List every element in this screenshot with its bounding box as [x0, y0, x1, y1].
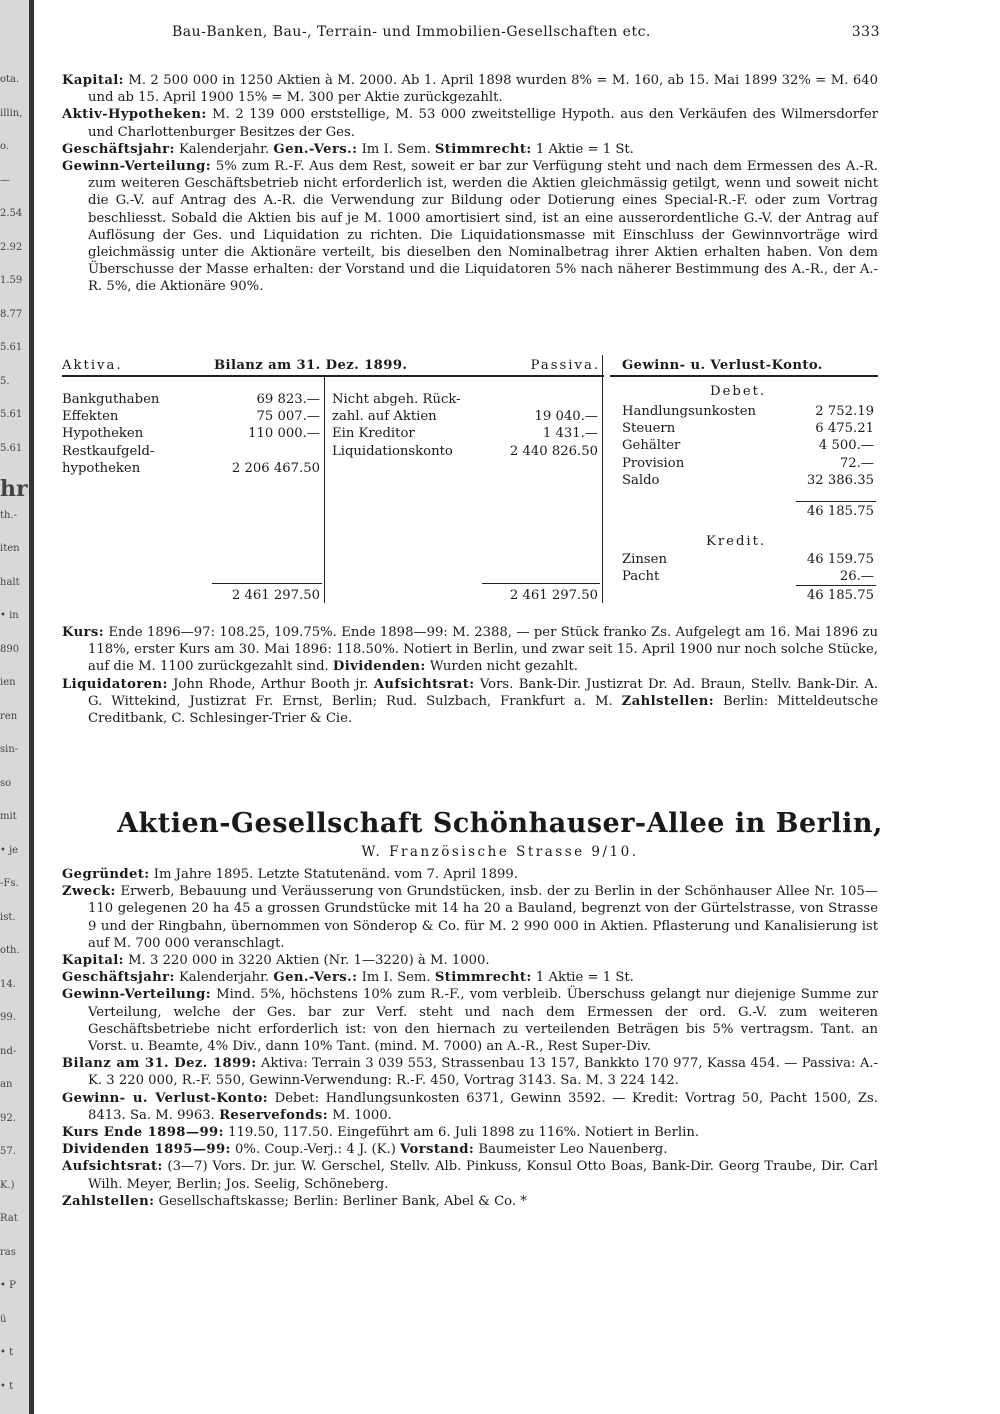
margin-fragment: mit [0, 811, 17, 822]
table-row-label: Restkaufgeld- [62, 443, 155, 459]
margin-fragment: ien [0, 677, 16, 688]
geschaeftsjahr2-paragraph: Geschäftsjahr: Kalenderjahr. Gen.-Vers.: Im I. Sem. Stimmrecht: 1 Aktie = 1 St. [62, 970, 634, 986]
table-row-value: 2 752.19 [815, 404, 874, 419]
margin-fragment: — [0, 174, 10, 186]
company-address: W. Französische Strasse 9/10. [361, 844, 639, 860]
table-row-value: 75 007.— [256, 409, 320, 425]
kredit-total: 46 185.75 [806, 588, 874, 603]
table-row-value: 110 000.— [248, 426, 320, 442]
gewinn-verlust-table [610, 355, 878, 603]
margin-fragment: 5.61 [0, 342, 23, 353]
margin-fragment: • in [0, 610, 19, 621]
table-row-label: Hypotheken [62, 426, 144, 442]
table-row-value: 26.— [839, 569, 874, 585]
gewinn-verteilung-paragraph: Gewinn-Verteilung: 5% zum R.-F. Aus dem Rest, soweit er bar zur Verfügung steht und nach dem Ermessen des A.-R. zum weiteren Geschäftsbetrieb nicht erforderlich ist, werden die Aktien gleichmässig getilgt, wenn und soweit nicht die G.-V. auf Antrag des A.-R. die Verwendung zur Bildung oder Dotierung eines Special-R.-F. oder zum Vortrag beschliesst. Sobald die Aktien bis auf je M. 1000 amortisiert sind, ist an eine ausserordentliche G.-V. der Antrag auf Auflösung der Ges. und Liquidation zu richten. Die Liquidationsmasse mit Einschluss der Gewinnvorträge wird gleichmässig unter die Aktionäre verteilt, bis dieselben den Nominalbetrag ihrer Aktien erhalten haben. Von dem Überschusse der Masse erhalten: der Vorstand und die Liquidatoren 5% nach näherer Bestimmung des A.-R., der A.-R. 5%, die Aktionäre 90%. [62, 159, 878, 295]
margin-fragment: th.- [0, 509, 18, 521]
margin-fragment: 14. [0, 978, 16, 990]
table-row-label: Liquidationskonto [332, 443, 453, 459]
table-row-label: Ein Kreditor [332, 426, 415, 442]
kurs2-paragraph: Kurs Ende 1898—99: 119.50, 117.50. Eingeführt am 6. Juli 1898 zu 116%. Notiert in Berlin. [62, 1125, 700, 1141]
margin-fragment: 5.61 [0, 442, 23, 454]
aktiv-hypotheken-paragraph: Aktiv-Hypotheken: M. 2 139 000 erststellige, M. 53 000 zweitstellige Hypoth. aus den Verkäufen des Wilmersdorfer und Charlottenburger Besitzes der Ges. [62, 107, 878, 140]
kurs-paragraph: Kurs: Ende 1896—97: 108.25, 109.75%. Ende 1898—99: M. 2388, — per Stück franko Zs. Aufgelegt am 16. Mai 1896 zu 118%, erster Kurs am 30. Mai 1896: 118.50%. Notiert in Berlin, und zwar seit 15. April 1900 nur noch solche Stücke, auf die M. 1100 zurückgezahlt sind. Dividenden: Wurden nicht gezahlt. [62, 625, 878, 675]
aktiva-total: 2 461 297.50 [231, 588, 320, 603]
page-number: 333 [851, 24, 880, 40]
margin-fragment: ren [0, 710, 18, 722]
bilanz-divider [324, 377, 325, 603]
passiva-total: 2 461 297.50 [509, 588, 598, 603]
dividenden2-paragraph: Dividenden 1895—99: 0%. Coup.-Verj.: 4 J. (K.) Vorstand: Baumeister Leo Nauenberg. [62, 1142, 668, 1158]
table-row-label: Provision [622, 455, 685, 471]
margin-fragment: • t [0, 1380, 14, 1392]
margin-fragment: 5. [0, 375, 10, 387]
table-row-value: 69 823.— [256, 392, 320, 407]
margin-fragment: ota. [0, 74, 20, 85]
margin-fragment: 5.61 [0, 409, 23, 420]
passiva-label: Passiva. [530, 358, 600, 373]
gv-konto2-paragraph: Gewinn- u. Verlust-Konto: Debet: Handlungsunkosten 6371, Gewinn 3592. — Kredit: Vortrag 50, Pacht 1500, Zs. 8413. Sa. M. 9963. Reservefonds: M. 1000. [62, 1090, 878, 1123]
table-row-label: hypotheken [62, 460, 141, 476]
margin-fragment: -Fs. [0, 878, 19, 889]
margin-fragment: • je [0, 844, 19, 856]
table-row-label: Pacht [622, 569, 660, 585]
margin-fragment: • t [0, 1347, 14, 1358]
debet-total: 46 185.75 [806, 504, 874, 519]
after-balance-text [62, 624, 878, 727]
margin-fragment: • P [0, 1280, 16, 1291]
zahlstellen2-paragraph: Zahlstellen: Gesellschaftskasse; Berlin: Berliner Bank, Abel & Co. * [62, 1193, 527, 1209]
margin-fragment: nd- [0, 1045, 17, 1057]
gegruendet-paragraph: Gegründet: Im Jahre 1895. Letzte Statutenänd. vom 7. April 1899. [62, 867, 518, 882]
margin-fragment: 1.59 [0, 275, 23, 286]
table-row-label: Saldo [622, 472, 660, 488]
top-entry-text [62, 72, 878, 296]
margin-fragment: 2.54 [0, 208, 23, 219]
liquidatoren-paragraph: Liquidatoren: John Rhode, Arthur Booth jr. Aufsichtsrat: Vors. Bank-Dir. Justizrat Dr. Ad. Braun, Stellv. Bank-Dir. A. G. Wittekind, Justizrat Fr. Ernst, Berlin; Rud. Sulzbach, Frankfurt a. M. Zahlstellen: Berlin: Mitteldeutsche Creditbank, C. Schlesinger-Trier & Cie. [62, 676, 879, 727]
table-row-label: Zinsen [622, 552, 667, 567]
table-row-value: 2 440 826.50 [509, 443, 598, 459]
kredit-label: Kredit. [706, 534, 767, 549]
margin-fragment: ü [0, 1313, 7, 1325]
bilanz2-paragraph: Bilanz am 31. Dez. 1899: Aktiva: Terrain 3 039 553, Strassenbau 13 157, Bankkto 170 977, Kassa 454. — Passiva: A.-K. 3 220 000, R.-F. 550, Gewinn-Verwendung: R.-F. 450, Vortrag 3143. Sa. M. 3 224 142. [62, 1056, 878, 1089]
table-row-label: Gehälter [622, 438, 681, 454]
bilanz-table [62, 355, 604, 603]
kapital-paragraph: Kapital: M. 2 500 000 in 1250 Aktien à M. 2000. Ab 1. April 1898 wurden 8% = M. 160, ab 15. Mai 1899 32% = M. 640 und ab 15. April 1900 15% = M. 300 per Aktie zurückgezahlt. [62, 73, 878, 106]
margin-fragment: an [0, 1079, 13, 1090]
margin-fragment: 57. [0, 1146, 16, 1157]
margin-fragment: K.) [0, 1179, 15, 1191]
margin-fragment: Rat [0, 1213, 18, 1224]
margin-fragment: halt [0, 576, 20, 588]
table-row-value: 4 500.— [818, 438, 874, 454]
margin-fragment: iten [0, 543, 20, 554]
table-row-label: Effekten [62, 409, 119, 425]
geschaeftsjahr-paragraph: Geschäftsjahr: Kalenderjahr. Gen.-Vers.: Im I. Sem. Stimmrecht: 1 Aktie = 1 St. [62, 141, 634, 157]
passiva-total-rule [482, 583, 600, 584]
table-row-value: 1 431.— [542, 426, 598, 442]
aktiva-total-rule [212, 583, 322, 584]
table-row-label: Nicht abgeh. Rück- [332, 392, 461, 407]
margin-fragment: o. [0, 141, 10, 152]
debet-label: Debet. [710, 384, 767, 399]
bilanz-right-edge [602, 355, 603, 603]
margin-fragment: 890 [0, 643, 20, 655]
gv-title: Gewinn- u. Verlust-Konto. [622, 358, 823, 373]
table-row-value: 32 386.35 [806, 472, 874, 488]
margin-fragment: ras [0, 1246, 16, 1258]
zweck-paragraph: Zweck: Erwerb, Bebauung und Veräusserung von Grundstücken, insb. der zu Berlin in der Schönhauser Allee Nr. 105—110 gelegenen 20 ha 45 a grossen Grundstücke mit 14 ha 20 a Bauland, begrenzt von der Gürtelstrasse, von Strasse 9 und der Ringbahn, übernommen von Sönderop & Co. für M. 2 990 000 in Aktien. Pflasterung und Kanalisierung ist auf M. 700 000 veranschlagt. [62, 884, 878, 951]
table-row-label: Handlungsunkosten [622, 404, 756, 419]
table-row-value: 19 040.— [534, 409, 598, 425]
bilanz-title: Bilanz am 31. Dez. 1899. [214, 358, 408, 373]
table-row-label: Steuern [622, 421, 676, 437]
debet-total-rule [796, 501, 876, 502]
margin-fragment: 2.92 [0, 241, 23, 253]
margin-fragment: hr [0, 476, 28, 502]
table-row-value: 46 159.75 [806, 552, 874, 567]
margin-fragment: illin, [0, 107, 23, 119]
kredit-total-rule [796, 585, 876, 586]
company-entry-text [62, 866, 878, 1210]
margin-fragment: 99. [0, 1012, 16, 1023]
running-title: Bau-Banken, Bau-, Terrain- und Immobilien-Gesellschaften etc. [172, 24, 651, 40]
table-row-value: 72.— [839, 455, 874, 471]
aufsichtsrat2-paragraph: Aufsichtsrat: (3—7) Vors. Dr. jur. W. Gerschel, Stellv. Alb. Pinkuss, Konsul Otto Boas, Bank-Dir. Georg Traube, Dir. Carl Wilh. Meyer, Berlin; Jos. Seelig, Schöneberg. [62, 1159, 878, 1192]
margin-fragment: oth. [0, 945, 20, 956]
margin-fragment: 92. [0, 1112, 16, 1124]
gv-header [610, 355, 878, 377]
aktiva-label: Aktiva. [62, 358, 123, 373]
company-title: Aktien-Gesellschaft Schönhauser-Allee in Berlin, [117, 808, 883, 839]
margin-fragment: sin- [0, 744, 19, 755]
table-row-label: Bankguthaben [62, 392, 160, 407]
bilanz-header [62, 355, 604, 377]
table-row-value: 2 206 467.50 [231, 460, 320, 476]
gewinn-verteilung2-paragraph: Gewinn-Verteilung: Mind. 5%, höchstens 10% zum R.-F., vom verbleib. Überschuss gelangt nur diejenige Summe zur Verteilung, welche der Ges. bar zur Verf. steht und nach dem Ermessen der ord. G.-V. zum weiteren Geschäftsbetriebe nicht erforderlich ist: von den hiernach zu verteilenden Beträgen bis 5% vertragsm. Tant. an Vorst. u. Beamte, 4% Div., dann 10% Tant. (mind. M. 7000) an A.-R., Rest Super-Div. [62, 987, 878, 1055]
kapital2-paragraph: Kapital: M. 3 220 000 in 3220 Aktien (Nr. 1—3220) à M. 1000. [62, 953, 490, 969]
margin-fragment: so [0, 777, 12, 789]
margin-fragment: 8.77 [0, 308, 23, 320]
table-row-label: zahl. auf Aktien [332, 409, 437, 425]
binding-edge [29, 0, 34, 1414]
margin-fragment: ist. [0, 911, 16, 923]
table-row-value: 6 475.21 [815, 421, 874, 437]
